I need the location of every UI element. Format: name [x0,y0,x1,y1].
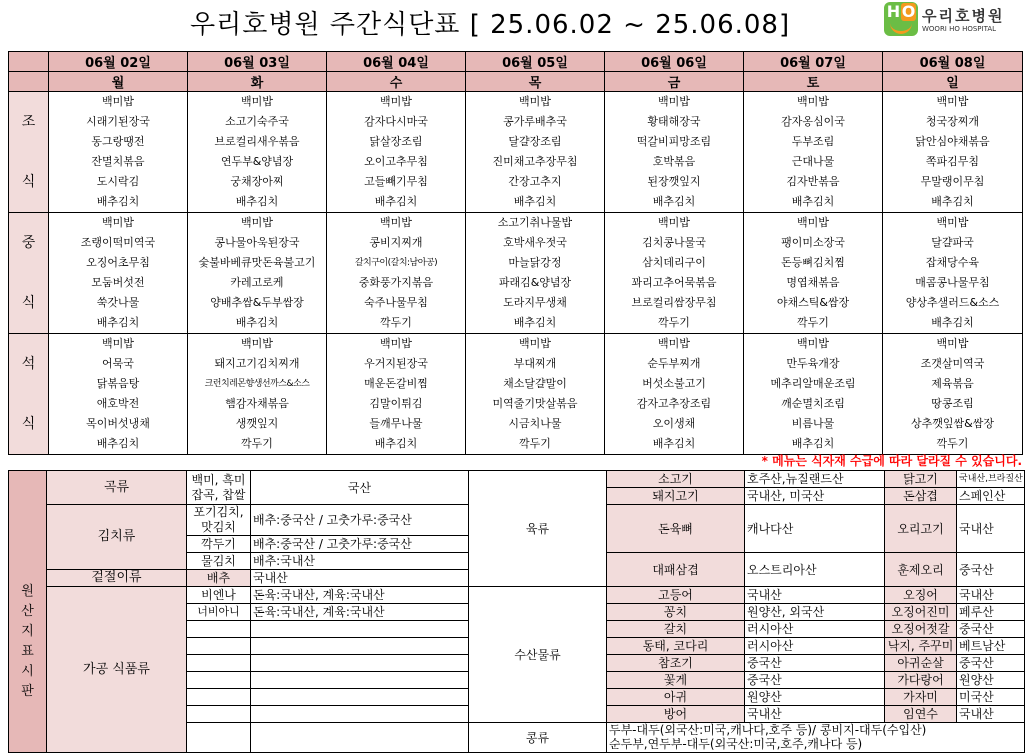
seafood-origin: 국내산 [745,587,885,604]
day-meal-cell [883,334,1023,455]
day-weekday-header: 일 [883,72,1023,92]
kimchi-origin: 배추:중국산 / 고춧가루:중국산 [251,505,469,536]
seafood-item: 아귀 [607,689,745,706]
dish-item: 호박새우젓국 [503,236,567,249]
meat-origin: 호주산,뉴질랜드산 [745,471,885,488]
dish-item: 백미밥 [936,95,969,108]
dish-item: 생깻잎지 [235,417,279,430]
empty-cell [251,672,469,689]
dish-item: 순두부찌개 [647,357,701,370]
dish-item: 달걀파국 [931,236,974,249]
meal-label-bottom: 식 [21,416,36,432]
dish-item: 땅콩조림 [931,397,974,410]
meat-origin: 오스트리아산 [745,553,885,587]
empty-cell [187,723,251,753]
beans-origin-line: 순두부,연두부-대두(외국산:미국,호주,캐나다 등) [609,737,863,751]
seafood-item: 방어 [607,706,745,723]
dish-item: 숙주나물무침 [364,296,428,309]
day-weekday-header: 토 [744,72,883,92]
day-meal-cell [605,92,744,213]
empty-cell [251,638,469,655]
dish-item: 간장고추지 [508,175,562,188]
seafood-item: 고등어 [607,587,745,604]
dish-item: 배추김치 [96,316,140,329]
meat-origin: 국내산,브라질산 [957,471,1025,488]
seafood-origin: 국내산 [745,706,885,723]
dish-item: 깍두기 [658,316,690,329]
dish-item: 콩비지찌개 [369,236,423,249]
seafood-item: 참조기 [607,655,745,672]
logo-letter-o: O [901,2,916,21]
dish-item: 삼치데리구이 [642,256,706,269]
meal-label-bottom: 식 [21,295,36,311]
meal-label [9,213,49,334]
seafood-item: 동태, 코다리 [607,638,745,655]
meat-item: 소고기 [607,471,745,488]
dish-item: 야채스틱&쌈장 [776,296,850,309]
meat-origin: 국내산, 미국산 [745,488,885,505]
seafood-item: 꽃게 [607,672,745,689]
dish-item: 깨순멸치조림 [781,397,845,410]
dish-item: 조갯살미역국 [920,357,985,370]
seafood-origin: 원양산, 외국산 [745,604,885,621]
logo-smile [890,22,912,34]
dish-item: 배추김치 [791,195,835,208]
dish-item: 들깨무나물 [369,417,423,430]
dish-item: 깍두기 [936,437,969,450]
title-bar [0,0,1028,44]
day-meal-cell [744,213,883,334]
dish-item: 백미밥 [519,95,551,108]
dish-item: 배추김치 [513,316,557,329]
seafood-origin: 페루산 [957,604,1025,621]
dish-item: 연두부&양념장 [220,155,294,168]
dish-item: 동그랑땡전 [91,135,145,148]
day-date-header: 06월 02일 [49,52,188,72]
seafood-origin: 중국산 [745,655,885,672]
dish-item: 백미밥 [658,337,690,350]
empty-cell [251,655,469,672]
meat-item: 오리고기 [885,505,957,553]
meal-row [9,213,1023,334]
weekday-header-row [9,72,1023,92]
seafood-item: 낙지, 주꾸미 [885,638,957,655]
dish-item: 감자고추장조림 [636,397,712,410]
kimchi-origin: 배추:중국산 / 고춧가루:중국산 [251,536,469,553]
dish-item: 된장깻잎지 [647,175,701,188]
dish-item: 백미밥 [658,95,690,108]
dish-item: 미역줄기맛살볶음 [492,397,578,410]
dish-item: 만두육개장 [786,357,840,370]
seafood-origin: 러시아산 [745,621,885,638]
dish-item: 돼지고기김치찌개 [214,357,300,370]
category-kimchi: 김치류 [47,505,187,570]
meal-label-bottom: 식 [21,174,36,190]
day-date-header: 06월 06일 [605,52,744,72]
dish-item: 매콤콩나물무침 [915,276,990,289]
dish-item: 깍두기 [241,437,273,450]
dish-item: 궁채장아찌 [230,175,284,188]
dish-item: 소고기취나물밥 [497,216,573,229]
seafood-origin: 중국산 [957,655,1025,672]
dish-item: 배추김치 [96,437,140,450]
dish-item: 닭살장조림 [369,135,423,148]
day-meal-cell [49,334,188,455]
dish-item: 배추김치 [652,437,696,450]
dish-item: 돈등뼈김치찜 [781,256,845,269]
dish-item: 고들빼기무침 [364,175,428,188]
meat-item: 닭고기 [885,471,957,488]
day-date-header: 06월 04일 [327,52,466,72]
category-seafood: 수산물류 [469,587,607,723]
dish-item: 어묵국 [102,357,134,370]
dish-item: 애호박전 [96,397,140,410]
seafood-item: 오징어젓갈 [885,621,957,638]
day-meal-cell [605,213,744,334]
dish-item: 시래기된장국 [86,115,150,128]
meat-item: 훈제오리 [885,553,957,587]
day-weekday-header: 목 [466,72,605,92]
day-date-header: 06월 05일 [466,52,605,72]
dish-item: 꽈리고추어묵볶음 [631,276,717,289]
dish-item: 근대나물 [791,155,835,168]
origin-side-label-text: 원산지표시판 [21,583,34,699]
dish-item: 조랭이떡미역국 [80,236,156,249]
dish-item: 채소달걀말이 [503,377,567,390]
seafood-origin: 원양산 [957,672,1025,689]
dish-item: 감자옹심이국 [781,115,845,128]
dish-item: 쪽파김무침 [925,155,980,168]
seafood-item: 오징어 [885,587,957,604]
empty-cell [251,689,469,706]
dish-item: 오징어초무침 [86,256,150,269]
dish-item: 매운돈갈비찜 [364,377,428,390]
logo-icon [884,2,918,36]
seafood-origin: 국내산 [957,587,1025,604]
meal-label-top: 석 [21,356,36,372]
seafood-item: 오징어진미 [885,604,957,621]
dish-item: 백미밥 [936,216,969,229]
dish-item: 우거지된장국 [364,357,428,370]
weekly-menu-table [8,51,1023,455]
page-title: 우리호병원 주간식단표 [ 25.06.02 ~ 25.06.08] [190,10,791,40]
meal-label [9,334,49,455]
processed-origin: 돈육:국내산, 계육:국내산 [251,604,469,621]
day-meal-cell [466,92,605,213]
seafood-origin: 원양산 [745,689,885,706]
dish-item: 백미밥 [380,337,412,350]
dish-item: 양배추쌈&두부쌈장 [210,296,304,309]
dish-item: 김치콩나물국 [642,236,706,249]
dish-item: 진미채고추장무침 [492,155,578,168]
meal-row [9,92,1023,213]
kimchi-item: 물김치 [187,553,251,570]
dish-item: 닭볶음탕 [96,377,140,390]
dish-item: 배추김치 [513,195,557,208]
seafood-item: 임연수 [885,706,957,723]
seafood-item: 갈치 [607,621,745,638]
day-meal-cell [327,92,466,213]
logo-subtitle: WOORI HO HOSPITAL [922,25,997,33]
day-weekday-header: 화 [188,72,327,92]
empty-cell [187,706,251,723]
dish-item: 브로컬리쌈장무침 [631,296,717,309]
dish-item: 소고기숙주국 [225,115,289,128]
seafood-origin: 베트남산 [957,638,1025,655]
dish-item: 명엽채볶음 [786,276,840,289]
day-meal-cell [466,334,605,455]
dish-item: 오이고추무침 [364,155,428,168]
empty-cell [251,621,469,638]
dish-item: 카레고로케 [230,276,284,289]
meat-origin: 스페인산 [957,488,1025,505]
dish-item: 햄감자채볶음 [225,397,289,410]
day-meal-cell [327,213,466,334]
dish-item: 백미밥 [241,216,273,229]
empty-cell [187,655,251,672]
empty-cell [251,723,469,753]
dish-item: 비름나물 [791,417,835,430]
dish-item: 양상추샐러드&소스 [905,296,1000,309]
corner-cell [9,72,49,92]
pickled-origin: 국내산 [251,570,469,587]
seafood-origin: 미국산 [957,689,1025,706]
day-date-header: 06월 08일 [883,52,1023,72]
kimchi-item: 포기김치, 맛김치 [187,505,251,536]
day-meal-cell [188,92,327,213]
day-meal-cell [883,213,1023,334]
day-meal-cell [188,334,327,455]
dish-item: 부대찌개 [513,357,557,370]
kimchi-origin: 배추:국내산 [251,553,469,570]
date-header-row [9,52,1023,72]
day-weekday-header: 금 [605,72,744,92]
seafood-origin: 중국산 [745,672,885,689]
dish-item: 메추리알매운조림 [770,377,856,390]
dish-item: 호박볶음 [652,155,696,168]
dish-item: 브로컬리새우볶음 [214,135,300,148]
empty-cell [187,672,251,689]
dish-item: 백미밥 [241,95,273,108]
dish-item: 두부조림 [791,135,835,148]
day-meal-cell [605,334,744,455]
dish-item: 배추김치 [374,437,418,450]
meat-origin: 중국산 [957,553,1025,587]
dish-item: 황태해장국 [647,115,701,128]
dish-item: 콩가루배추국 [503,115,567,128]
dish-item: 배추김치 [96,195,140,208]
dish-item: 배추김치 [652,195,696,208]
dish-item: 모둠버섯전 [91,276,145,289]
dish-item: 배추김치 [931,316,974,329]
dish-item: 깍두기 [519,437,551,450]
meat-item: 돈육뼈 [607,505,745,553]
dish-item: 크런치레몬향생선까스&소스 [204,379,310,389]
dish-item: 백미밥 [102,337,134,350]
logo-letter-h: H [886,2,901,21]
grain-items: 백미, 흑미 잡곡, 찹쌀 [187,471,251,505]
dish-item: 닭안심야채볶음 [915,135,990,148]
dish-item: 백미밥 [102,95,134,108]
meat-item: 대패삼겹 [607,553,745,587]
dish-item: 청국장찌개 [925,115,980,128]
kimchi-item: 깍두기 [187,536,251,553]
dish-item: 중화풍가지볶음 [358,276,434,289]
day-meal-cell [49,213,188,334]
dish-item: 잔멸치볶음 [91,155,145,168]
logo-name: 우리호병원 [922,7,1005,25]
day-date-header: 06월 03일 [188,52,327,72]
menu-notice: * 메뉴는 식자재 수급에 따라 달라질 수 있습니다. [761,454,1022,468]
dish-item: 콩나물아욱된장국 [214,236,300,249]
day-meal-cell [744,92,883,213]
dish-item: 숯불바베큐맛돈육불고기 [198,256,316,269]
empty-cell [251,706,469,723]
meal-row [9,334,1023,455]
seafood-item: 꽁치 [607,604,745,621]
grain-origin: 국산 [251,471,469,505]
category-grain: 곡류 [47,471,187,505]
processed-item: 비엔나 [187,587,251,604]
empty-cell [187,621,251,638]
empty-cell [187,638,251,655]
category-meat: 육류 [469,471,607,587]
dish-item: 백미밥 [797,95,829,108]
seafood-item: 가다랑어 [885,672,957,689]
dish-item: 목이버섯냉채 [86,417,150,430]
dish-item: 오이생채 [652,417,696,430]
dish-item: 팽이미소장국 [781,236,845,249]
dish-item: 버섯소불고기 [642,377,706,390]
dish-item: 백미밥 [380,216,412,229]
dish-item: 배추김치 [791,437,835,450]
dish-item: 떡갈비피망조림 [636,135,712,148]
processed-item: 너비아니 [187,604,251,621]
meat-origin: 캐나다산 [745,505,885,553]
meal-label [9,92,49,213]
beans-origin-line: 두부-대두(외국산:미국,캐나다,호주 등)/ 콩비지-대두(수입산) [609,723,927,737]
day-weekday-header: 월 [49,72,188,92]
dish-item: 백미밥 [380,95,412,108]
dish-item: 백미밥 [241,337,273,350]
dish-item: 깍두기 [797,316,829,329]
meal-label-top: 조 [21,114,36,130]
dish-item: 백미밥 [936,337,969,350]
seafood-origin: 중국산 [957,621,1025,638]
day-meal-cell [188,213,327,334]
seafood-origin: 국내산 [957,706,1025,723]
dish-item: 잡채당수육 [925,256,980,269]
dish-item: 갈치구이(갈치:남아공) [354,258,438,268]
origin-side-label [9,471,47,753]
seafood-origin: 러시아산 [745,638,885,655]
meat-item: 돼지고기 [607,488,745,505]
dish-item: 백미밥 [102,216,134,229]
meat-origin: 국내산 [957,505,1025,553]
category-processed: 가공 식품류 [47,587,187,753]
dish-item: 백미밥 [658,216,690,229]
processed-origin: 돈육:국내산, 계육:국내산 [251,587,469,604]
day-meal-cell [49,92,188,213]
day-meal-cell [466,213,605,334]
dish-item: 배추김치 [235,195,279,208]
seafood-item: 아귀순살 [885,655,957,672]
dish-item: 배추김치 [931,195,974,208]
dish-item: 백미밥 [797,337,829,350]
meal-label-top: 중 [21,235,36,251]
day-weekday-header: 수 [327,72,466,92]
pickled-item: 배추 [187,570,251,587]
dish-item: 도라지무생채 [503,296,567,309]
empty-cell [187,689,251,706]
corner-cell [9,52,49,72]
meat-item: 돈삼겹 [885,488,957,505]
dish-item: 파래김&양념장 [498,276,572,289]
dish-item: 마늘닭강정 [508,256,562,269]
day-meal-cell [883,92,1023,213]
category-beans: 콩류 [469,723,607,753]
dish-item: 무말랭이무침 [920,175,985,188]
dish-item: 도시락김 [96,175,140,188]
dish-item: 쑥갓나물 [96,296,140,309]
dish-item: 배추김치 [235,316,279,329]
hospital-logo [884,2,1024,38]
seafood-item: 가자미 [885,689,957,706]
origin-table [8,470,1025,753]
dish-item: 달걀장조림 [508,135,562,148]
dish-item: 깍두기 [380,316,412,329]
dish-item: 제육볶음 [931,377,974,390]
dish-item: 배추김치 [374,195,418,208]
dish-item: 김자반볶음 [786,175,840,188]
day-meal-cell [327,334,466,455]
day-meal-cell [744,334,883,455]
dish-item: 시금치나물 [508,417,562,430]
dish-item: 상추깻잎쌈&쌈장 [911,417,994,430]
category-pickled: 겉절이류 [47,570,187,587]
dish-item: 백미밥 [797,216,829,229]
day-date-header: 06월 07일 [744,52,883,72]
dish-item: 백미밥 [519,337,551,350]
dish-item: 김말이튀김 [369,397,423,410]
dish-item: 감자다시마국 [364,115,428,128]
